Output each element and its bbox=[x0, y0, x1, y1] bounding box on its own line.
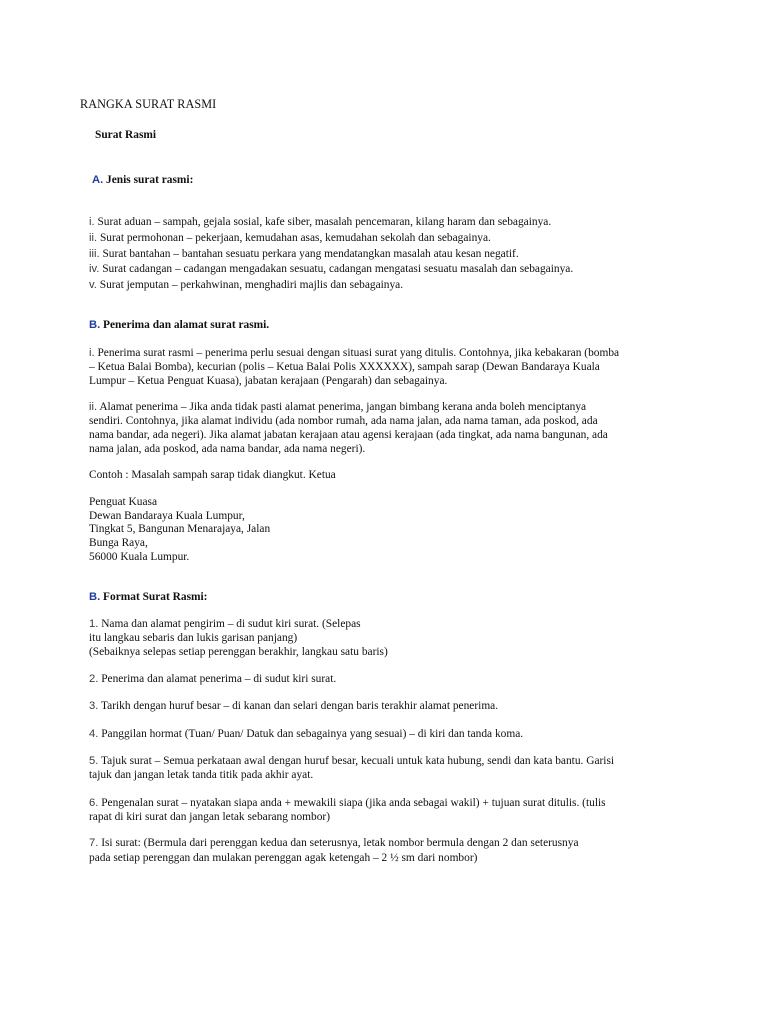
section-a-title: Jenis surat rasmi: bbox=[106, 174, 194, 186]
paragraph-line bbox=[89, 346, 619, 360]
paragraph-line: – Ketua Balai Bomba), kecurian (polis – Ketua Balai Polis XXXXXX), sampah sarap (Dewan Bandaraya Kuala bbox=[89, 361, 600, 373]
address-line: 56000 Kuala Lumpur. bbox=[89, 551, 190, 563]
format-section-title: Format Surat Rasmi: bbox=[103, 591, 208, 603]
address-line: Penguat Kuasa bbox=[89, 496, 158, 508]
format-section-heading bbox=[89, 590, 207, 604]
list-marker: i. bbox=[89, 216, 95, 228]
format-item bbox=[89, 699, 498, 713]
format-item bbox=[89, 617, 361, 631]
list-item bbox=[89, 247, 519, 261]
example-line: Contoh : Masalah sampah sarap tidak diangkut. Ketua bbox=[89, 469, 336, 481]
format-item-text: Tarikh dengan huruf besar – di kanan dan selari dengan baris terakhir alamat penerima. bbox=[101, 700, 499, 712]
format-item-line: itu langkau sebaris dan lukis garisan panjang) bbox=[89, 632, 298, 644]
list-item-text: Surat permohonan – pekerjaan, kemudahan asas, kemudahan sekolah dan sebagainya. bbox=[99, 232, 491, 244]
format-item bbox=[89, 672, 336, 686]
format-item bbox=[89, 796, 606, 810]
list-marker: ii. bbox=[89, 232, 98, 244]
format-item-line: pada setiap perenggan dan mulakan perenggan agak ketengah – 2 ½ sm dari nombor) bbox=[89, 852, 478, 864]
list-marker: ii. bbox=[89, 401, 98, 413]
format-item bbox=[89, 727, 523, 741]
list-marker: 3. bbox=[89, 700, 99, 712]
list-marker: 6. bbox=[89, 797, 99, 809]
format-item-text: Penerima dan alamat penerima – di sudut kiri surat. bbox=[101, 673, 337, 685]
address-line: Dewan Bandaraya Kuala Lumpur, bbox=[89, 510, 245, 522]
list-item-text: Surat cadangan – cadangan mengadakan sesuatu, cadangan mengatasi sesuatu masalah dan sebagainya. bbox=[102, 263, 574, 275]
paragraph-line: Lumpur – Ketua Penguat Kuasa), jabatan kerajaan (Pengarah) dan sebagainya. bbox=[89, 375, 448, 387]
list-marker: 5. bbox=[89, 755, 99, 767]
list-marker: v. bbox=[89, 279, 97, 291]
list-item-text: Surat aduan – sampah, gejala sosial, kafe siber, masalah pencemaran, kilang haram dan sebagainya. bbox=[97, 216, 552, 228]
list-item-text: Surat jemputan – perkahwinan, menghadiri majlis dan sebagainya. bbox=[99, 279, 404, 291]
paragraph-line bbox=[89, 400, 586, 414]
list-item bbox=[89, 262, 573, 276]
format-item-text: Nama dan alamat pengirim – di sudut kiri surat. (Selepas bbox=[101, 618, 361, 630]
list-marker: 4. bbox=[89, 728, 99, 740]
list-marker: 7. bbox=[89, 837, 99, 849]
paragraph-line: sendiri. Contohnya, jika alamat individu (ada nombor rumah, ada nama jalan, ada nama taman, ada poskod, ada bbox=[89, 415, 598, 427]
paragraph-text: Penerima surat rasmi – penerima perlu sesuai dengan situasi surat yang ditulis. Contohnya, jika kebakaran (bomba bbox=[97, 347, 620, 359]
address-line: Tingkat 5, Bangunan Menarajaya, Jalan bbox=[89, 523, 271, 535]
paragraph-text: Alamat penerima – Jika anda tidak pasti alamat penerima, jangan bimbang kerana anda boleh menciptanya bbox=[99, 401, 587, 413]
format-item-text: Tajuk surat – Semua perkataan awal dengan huruf besar, kecuali untuk kata hubung, sendi dan kata bantu. Garisi bbox=[101, 755, 615, 767]
format-item-line: (Sebaiknya selepas setiap perenggan berakhir, langkau satu baris) bbox=[89, 646, 388, 658]
section-a-heading bbox=[92, 173, 193, 187]
paragraph-line: nama bandar, ada negeri). Jika alamat jabatan kerajaan atau agensi kerajaan (ada tingkat, ada nama bangunan, ada bbox=[89, 429, 608, 441]
list-marker: i. bbox=[89, 347, 95, 359]
section-b-heading bbox=[89, 318, 269, 332]
list-item bbox=[89, 278, 403, 292]
document-subtitle: Surat Rasmi bbox=[95, 129, 157, 141]
list-item-text: Surat bantahan – bantahan sesuatu perkara yang mendatangkan masalah atau kesan negatif. bbox=[102, 248, 519, 260]
list-marker: 1. bbox=[89, 618, 99, 630]
list-item bbox=[89, 231, 491, 245]
section-b-title: Penerima dan alamat surat rasmi. bbox=[103, 319, 270, 331]
format-item bbox=[89, 754, 614, 768]
section-a-marker: A. bbox=[92, 174, 104, 186]
list-marker: 2. bbox=[89, 673, 99, 685]
list-marker: iv. bbox=[89, 263, 100, 275]
format-item-line: rapat di kiri surat dan jangan letak sebarang nombor) bbox=[89, 811, 331, 823]
format-section-marker: B. bbox=[89, 591, 101, 603]
section-b-marker: B. bbox=[89, 319, 101, 331]
format-item-line: tajuk dan jangan letak tanda titik pada akhir ayat. bbox=[89, 769, 314, 781]
list-item bbox=[89, 215, 551, 229]
format-item bbox=[89, 836, 579, 850]
format-item-text: Pengenalan surat – nyatakan siapa anda + mewakili siapa (jika anda sebagai wakil) + tujuan surat ditulis. (tulis bbox=[101, 797, 606, 809]
format-item-text: Panggilan hormat (Tuan/ Puan/ Datuk dan sebagainya yang sesuai) – di kiri dan tanda koma. bbox=[101, 728, 524, 740]
document-title: RANGKA SURAT RASMI bbox=[80, 97, 217, 111]
list-marker: iii. bbox=[89, 248, 100, 260]
paragraph-line: nama jalan, ada poskod, ada nama bandar, ada nama negeri). bbox=[89, 443, 366, 455]
format-item-text: Isi surat: (Bermula dari perenggan kedua dan seterusnya, letak nombor bermula dengan 2 dan seterusnya bbox=[101, 837, 579, 849]
address-line: Bunga Raya, bbox=[89, 537, 148, 549]
